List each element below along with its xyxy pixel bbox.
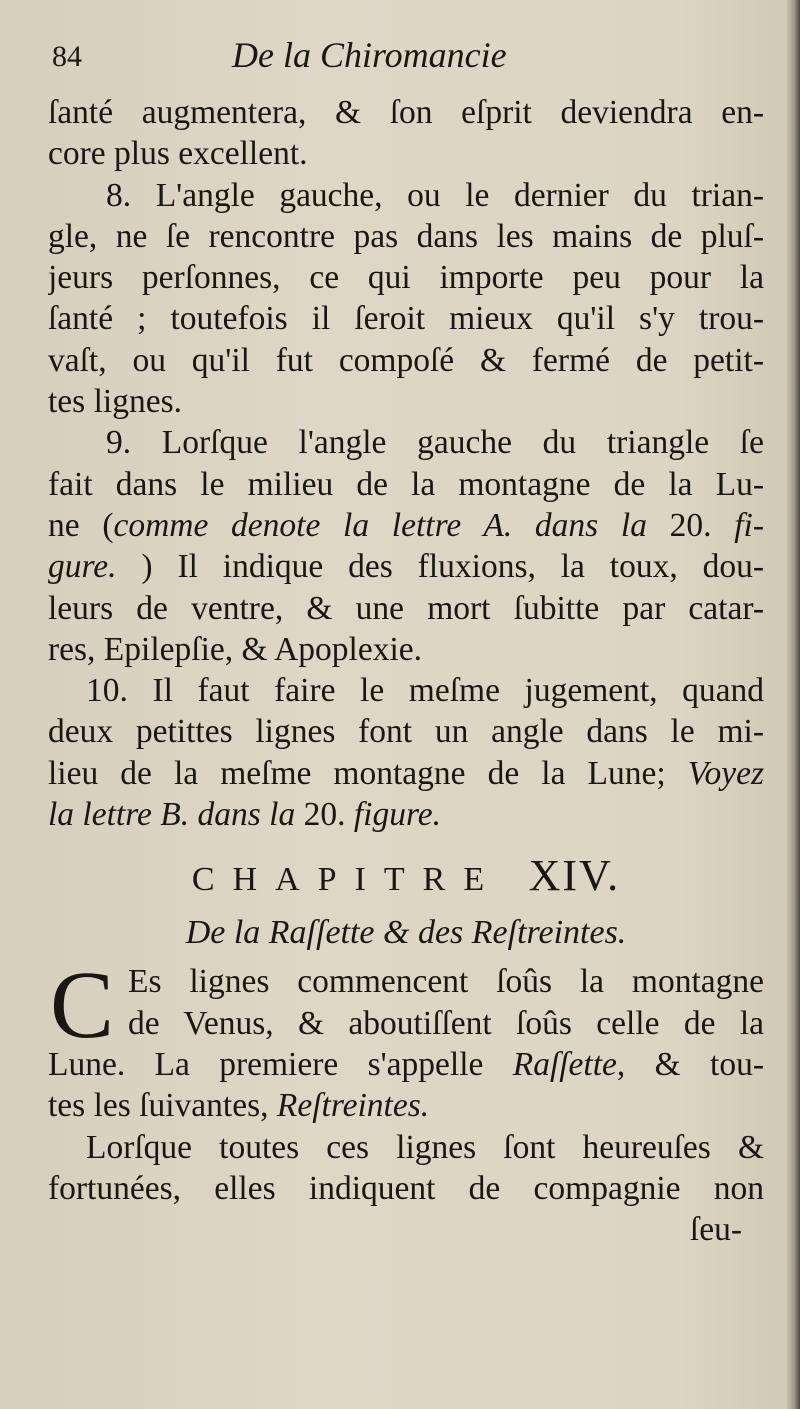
text-line	[48, 1044, 764, 1085]
italic-fragment: Raſſette	[512, 1045, 617, 1083]
running-title: De la Chiromancie	[232, 35, 507, 75]
italic-fragment: gure.	[48, 548, 117, 586]
text-line	[48, 546, 764, 587]
text-line: res, Epilepſie, & Apoplexie.	[48, 630, 422, 668]
text-line	[48, 505, 764, 546]
text-fragment: 20.	[646, 506, 712, 544]
text-line: vaſt, ou qu'il fut compoſé & fermé de petit-	[48, 341, 764, 379]
italic-fragment: Voyez	[687, 754, 764, 792]
page-edge-shadow	[786, 0, 800, 1409]
text-line: fait dans le milieu de la montagne de la Lu-	[48, 465, 764, 503]
page-header	[52, 34, 752, 84]
text-line: 8. L'angle gauche, ou le dernier du trian-	[106, 176, 764, 214]
italic-fragment: figure.	[345, 796, 441, 834]
italic-fragment: comme denote la lettre A. dans la	[113, 506, 647, 544]
chapter-title: De la Raſſette & des Reſtreintes.	[185, 914, 627, 952]
chapter-word: CHAPITRE	[191, 861, 503, 899]
text-fragment: , & tou-	[616, 1045, 764, 1083]
italic-fragment: fi-	[711, 506, 764, 544]
text-line: ſanté ; toutefois il ſeroit mieux qu'il s'y trou-	[48, 300, 764, 338]
chapter-number: XIV.	[528, 851, 621, 901]
text-line: jeurs perſonnes, ce qui importe peu pour la	[48, 259, 764, 297]
text-line: core plus excellent.	[48, 135, 308, 173]
text-line: Es lignes commencent ſoûs la montagne	[128, 963, 764, 1001]
chapter-heading	[48, 847, 764, 905]
text-line: deux petittes lignes font un angle dans le mi-	[48, 713, 764, 751]
text-line: ſanté augmentera, & ſon eſprit deviendra en-	[48, 94, 764, 131]
catchword: ſeu-	[689, 1211, 742, 1249]
text-line: tes lignes.	[48, 383, 182, 421]
page-number: 84	[52, 40, 82, 73]
text-line: de Venus, & aboutiſſent ſoûs celle de la	[128, 1004, 764, 1042]
italic-fragment: la lettre B. dans la	[48, 796, 296, 834]
text-block	[48, 92, 764, 1250]
text-fragment: lieu de la meſme montagne de la Lune;	[48, 754, 688, 792]
text-fragment: ne (	[48, 506, 114, 544]
text-line	[48, 794, 764, 835]
text-line	[48, 753, 764, 794]
text-line: Lorſque toutes ces lignes ſont heureuſes &	[86, 1128, 764, 1166]
text-line	[48, 1085, 764, 1126]
text-fragment: 20.	[295, 796, 346, 834]
opening-paragraph	[48, 951, 764, 1059]
text-fragment: tes les ſuivantes,	[48, 1087, 277, 1125]
text-line: 10. Il faut faire le meſme jugement, quand	[86, 672, 764, 710]
italic-fragment: Reſtreintes.	[276, 1087, 430, 1125]
drop-cap: C	[50, 951, 115, 1059]
text-line: fortunées, elles indiquent de compagnie non	[48, 1169, 764, 1207]
text-line: leurs de ventre, & une mort ſubitte par catar-	[48, 589, 764, 627]
text-fragment: Lune. La premiere s'appelle	[48, 1045, 513, 1083]
text-line: gle, ne ſe rencontre pas dans les mains de pluſ-	[48, 217, 764, 255]
text-line: 9. Lorſque l'angle gauche du triangle ſe	[106, 424, 764, 462]
text-fragment: ) Il indique des fluxions, la toux, dou-	[116, 548, 764, 586]
